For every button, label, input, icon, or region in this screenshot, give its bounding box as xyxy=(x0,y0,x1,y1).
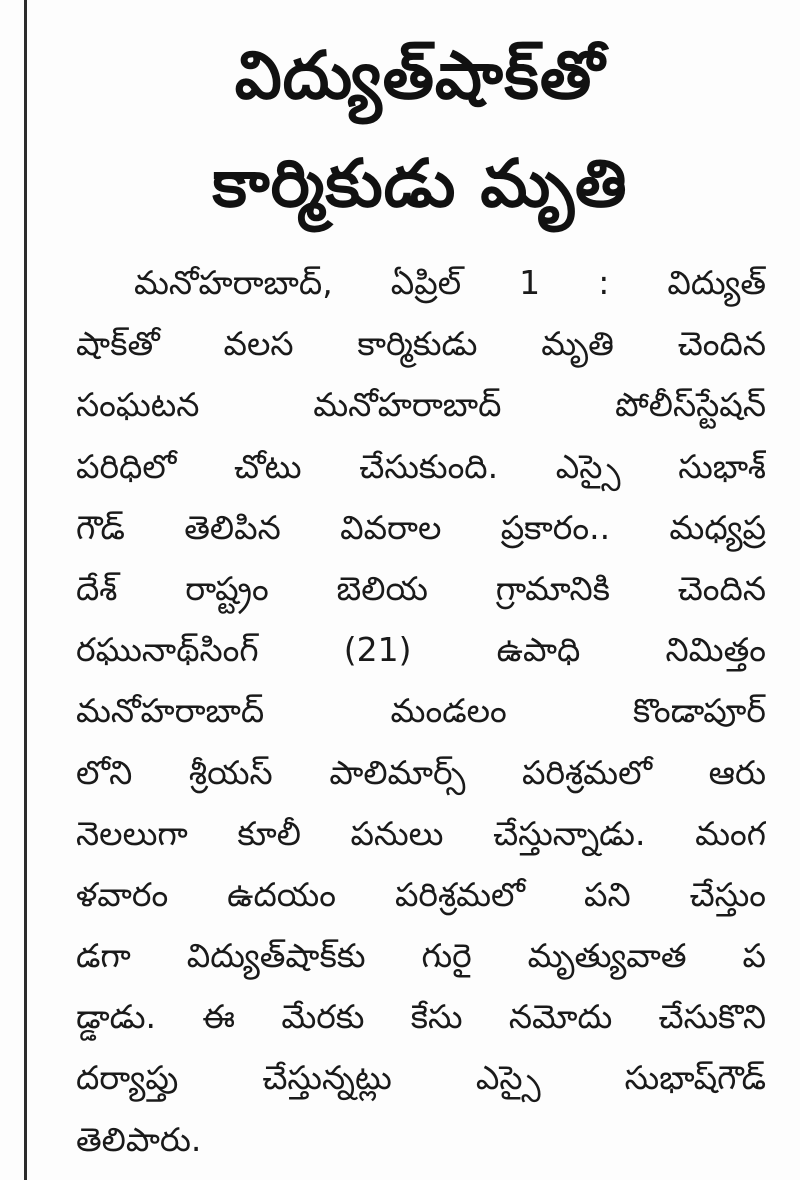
body-line: ళవారం ఉదయం పరిశ్రమలో పని చేస్తుం xyxy=(76,874,766,914)
body-line: లోని శ్రీయస్‌ పాలిమార్స్‌ పరిశ్రమలో ఆరు xyxy=(76,752,766,792)
body-line: డగా విద్యుత్‌షాక్‌కు గురై మృత్యువాత ప xyxy=(76,936,766,976)
column-rule xyxy=(24,0,27,1180)
body-line: డ్డాడు. ఈ మేరకు కేసు నమోదు చేసుకొని xyxy=(76,997,766,1037)
body-line: షాక్‌తో వలస కార్మికుడు మృతి చెందిన xyxy=(76,324,766,364)
article-headline xyxy=(60,22,780,238)
headline-line-2: కార్మికుడు మృతి xyxy=(212,145,628,222)
body-line: నెలలుగా కూలీ పనులు చేస్తున్నాడు. మంగ xyxy=(76,813,766,853)
body-line: సంఘటన మనోహరాబాద్‌ పోలీస్‌స్టేషన్‌ xyxy=(76,385,766,425)
body-line: రఘునాథ్‌సింగ్‌ (21) ఉపాధి నిమిత్తం xyxy=(76,630,766,670)
body-line: గౌడ్‌ తెలిపిన వివరాల ప్రకారం.. మధ్యప్ర xyxy=(76,507,766,547)
body-line: పరిధిలో చోటు చేసుకుంది. ఎస్సై సుభాశ్‌ xyxy=(76,446,766,486)
article-body xyxy=(76,252,766,1170)
body-line: దర్యాప్తు చేస్తున్నట్లు ఎస్సై సుభాష్‌గౌడ్‌ xyxy=(76,1058,766,1098)
body-line: మనోహరాబాద్‌ మండలం కొండాపూర్‌ xyxy=(76,691,766,731)
body-line: దేశ్‌ రాష్ట్రం బెలియ గ్రామానికి చెందిన xyxy=(76,568,766,608)
body-line: మనోహరాబాద్‌, ఏప్రిల్‌ 1 : విద్యుత్‌ xyxy=(134,263,766,302)
headline-line-1: విద్యుత్‌షాక్‌తో xyxy=(234,37,606,114)
body-line: తెలిపారు. xyxy=(76,1119,202,1159)
